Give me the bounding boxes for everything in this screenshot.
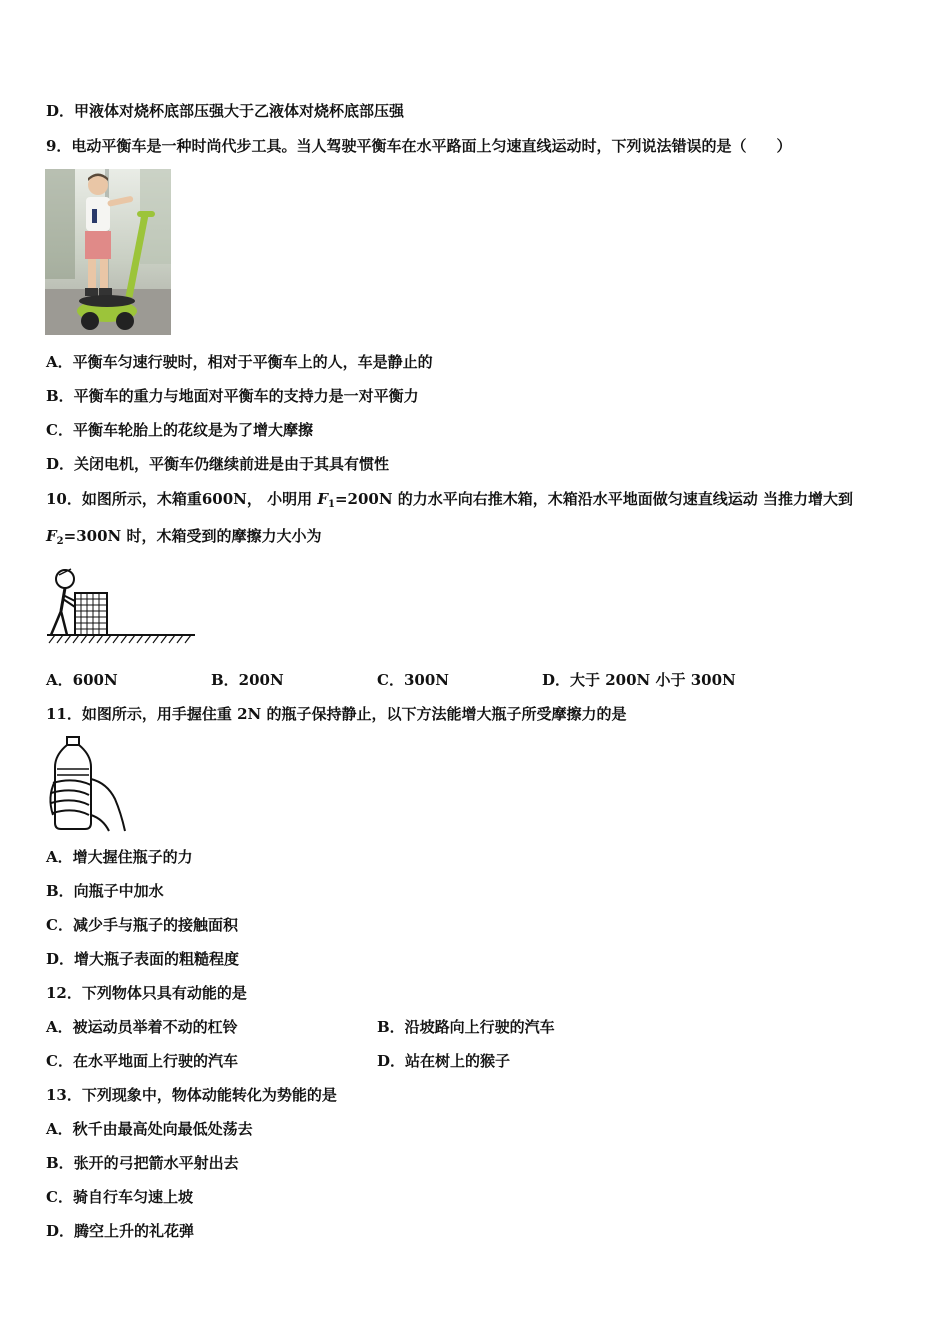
- balance-scooter-photo: [45, 169, 171, 335]
- q12-option-c: C．在水平地面上行驶的汽车: [46, 1052, 238, 1070]
- f2-subscript: 2: [56, 536, 64, 547]
- q11-stem: 11．如图所示，用手握住重 2N 的瓶子保持静止，以下方法能增大瓶子所受摩擦力的是: [46, 705, 627, 723]
- q9-stem: 9．电动平衡车是一种时尚代步工具。当人驾驶平衡车在水平路面上匀速直线运动时，下列说法错误的是（ ）: [46, 137, 792, 155]
- q13-option-b: B．张开的弓把箭水平射出去: [46, 1154, 239, 1172]
- q10-option-a: A．600N: [46, 671, 118, 689]
- q13-stem: 13．下列现象中，物体动能转化为势能的是: [46, 1086, 337, 1104]
- q11-option-a: A．增大握住瓶子的力: [46, 848, 193, 866]
- q9-option-c: C．平衡车轮胎上的花纹是为了增大摩擦: [46, 421, 313, 439]
- q10-stem-line2: [46, 526, 321, 552]
- q9-option-b: B．平衡车的重力与地面对平衡车的支持力是一对平衡力: [46, 387, 419, 405]
- q13-option-d: D．腾空上升的礼花弹: [46, 1222, 195, 1240]
- q13-option-a: A．秋千由最高处向最低处荡去: [46, 1120, 253, 1138]
- q11-option-b: B．向瓶子中加水: [46, 882, 164, 900]
- q10-stem-a: 10．如图所示，木箱重600N， 小明用: [46, 490, 313, 508]
- q10-stem-line1: [46, 489, 853, 515]
- push-box-figure: [45, 565, 197, 647]
- f2-symbol: F: [46, 527, 57, 545]
- q10-option-b: B．200N: [211, 671, 284, 689]
- q10-stem-b: =200N 的力水平向右推木箱，木箱沿水平地面做匀速直线运动 当推力增大到: [334, 490, 854, 508]
- q10-option-c: C．300N: [377, 671, 449, 689]
- q12-option-b: B．沿坡路向上行驶的汽车: [377, 1018, 555, 1036]
- q9-option-a: A．平衡车匀速行驶时，相对于平衡车上的人，车是静止的: [46, 353, 433, 371]
- q13-option-c: C．骑自行车匀速上坡: [46, 1188, 193, 1206]
- f1-subscript: 1: [328, 499, 335, 510]
- q12-option-a: A．被运动员举着不动的杠铃: [46, 1018, 238, 1036]
- q12-stem: 12．下列物体只具有动能的是: [46, 984, 247, 1002]
- q10-option-d: D．大于 200N 小于 300N: [542, 671, 736, 689]
- q12-option-d: D．站在树上的猴子: [377, 1052, 511, 1070]
- q9-option-d: D．关闭电机，平衡车仍继续前进是由于其具有惯性: [46, 455, 390, 473]
- q11-option-c: C．减少手与瓶子的接触面积: [46, 916, 238, 934]
- f1-symbol: F: [317, 490, 329, 508]
- q11-option-d: D．增大瓶子表面的粗糙程度: [46, 950, 240, 968]
- prev-option-d: D．甲液体对烧杯底部压强大于乙液体对烧杯底部压强: [46, 102, 405, 120]
- q10-stem-c: =300N 时，木箱受到的摩擦力大小为: [63, 527, 322, 545]
- hand-bottle-figure: [45, 735, 127, 835]
